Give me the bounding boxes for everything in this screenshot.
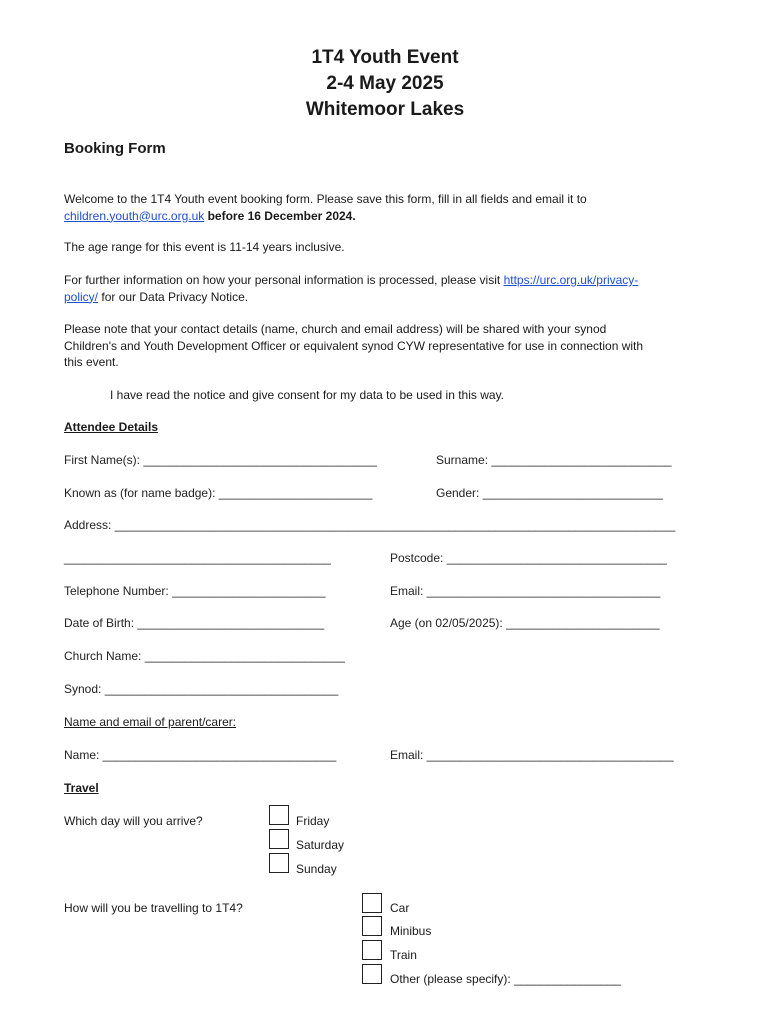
privacy-text-end: for our Data Privacy Notice.	[101, 289, 249, 304]
train-checkbox[interactable]	[362, 940, 382, 960]
event-dates: 2-4 May 2025	[326, 73, 444, 94]
deadline-text: before 16 December 2024.	[207, 208, 356, 223]
travel-heading: Travel	[64, 781, 99, 795]
age-field[interactable]: Age (on 02/05/2025): _______________________	[390, 616, 660, 630]
first-name-field[interactable]: First Name(s): ___________________________________	[64, 453, 377, 467]
postcode-field[interactable]: Postcode: _________________________________	[390, 551, 667, 565]
friday-checkbox[interactable]	[269, 805, 289, 825]
train-label: Train	[390, 948, 417, 962]
gender-field[interactable]: Gender: ___________________________	[436, 486, 663, 500]
parent-carer-heading: Name and email of parent/carer:	[64, 715, 237, 729]
other-travel-field[interactable]: Other (please specify): ________________	[390, 972, 621, 986]
address-field[interactable]: Address: ____________________________________________________________________________________	[64, 518, 676, 532]
note-line-3: this event.	[64, 355, 119, 369]
travel-mode-question: How will you be travelling to 1T4?	[64, 901, 243, 915]
friday-label: Friday	[296, 814, 330, 828]
data-sharing-note	[64, 321, 712, 371]
note-line-1: Please note that your contact details (name, church and email address) will be shared with your synod	[64, 322, 607, 336]
telephone-field[interactable]: Telephone Number: _______________________	[64, 584, 326, 598]
age-range-text: The age range for this event is 11-14 years inclusive.	[64, 240, 345, 254]
car-checkbox[interactable]	[362, 893, 382, 913]
saturday-label: Saturday	[296, 838, 345, 852]
other-checkbox[interactable]	[362, 964, 382, 984]
contact-email-link[interactable]: children.youth@urc.org.uk	[64, 208, 205, 223]
parent-email-field[interactable]: Email: _____________________________________	[390, 748, 674, 762]
privacy-link-part1: https://urc.org.uk/privacy-	[503, 273, 639, 287]
address-line-2-field[interactable]: ________________________________________	[64, 551, 331, 565]
date-of-birth-field[interactable]: Date of Birth: ____________________________	[64, 616, 325, 630]
known-as-field[interactable]: Known as (for name badge): _______________________	[64, 486, 373, 500]
church-name-field[interactable]: Church Name: ______________________________	[64, 649, 345, 663]
privacy-link-part2: policy/	[64, 289, 99, 304]
consent-statement: I have read the notice and give consent for my data to be used in this way.	[110, 388, 505, 402]
arrival-day-question: Which day will you arrive?	[64, 814, 203, 828]
booking-form-heading: Booking Form	[64, 140, 166, 157]
saturday-checkbox[interactable]	[269, 829, 289, 849]
synod-field[interactable]: Synod: ___________________________________	[64, 682, 339, 696]
surname-field[interactable]: Surname: ___________________________	[436, 453, 672, 467]
minibus-label: Minibus	[390, 924, 432, 938]
event-venue: Whitemoor Lakes	[305, 99, 465, 120]
note-line-2: Children's and Youth Development Officer or equivalent synod CYW representative for use in connection with	[64, 338, 644, 353]
car-label: Car	[390, 901, 410, 915]
sunday-checkbox[interactable]	[269, 853, 289, 873]
privacy-text: For further information on how your personal information is processed, please visit	[64, 273, 501, 287]
privacy-paragraph	[64, 272, 712, 305]
minibus-checkbox[interactable]	[362, 916, 382, 936]
event-title: 1T4 Youth Event	[311, 47, 459, 68]
intro-text: Welcome to the 1T4 Youth event booking form. Please save this form, fill in all fields and email it to	[64, 192, 587, 206]
sunday-label: Sunday	[296, 862, 337, 876]
parent-name-field[interactable]: Name: ___________________________________	[64, 748, 337, 762]
intro-paragraph	[64, 191, 712, 224]
email-field[interactable]: Email: ___________________________________	[390, 584, 661, 598]
attendee-details-heading: Attendee Details	[64, 420, 159, 434]
